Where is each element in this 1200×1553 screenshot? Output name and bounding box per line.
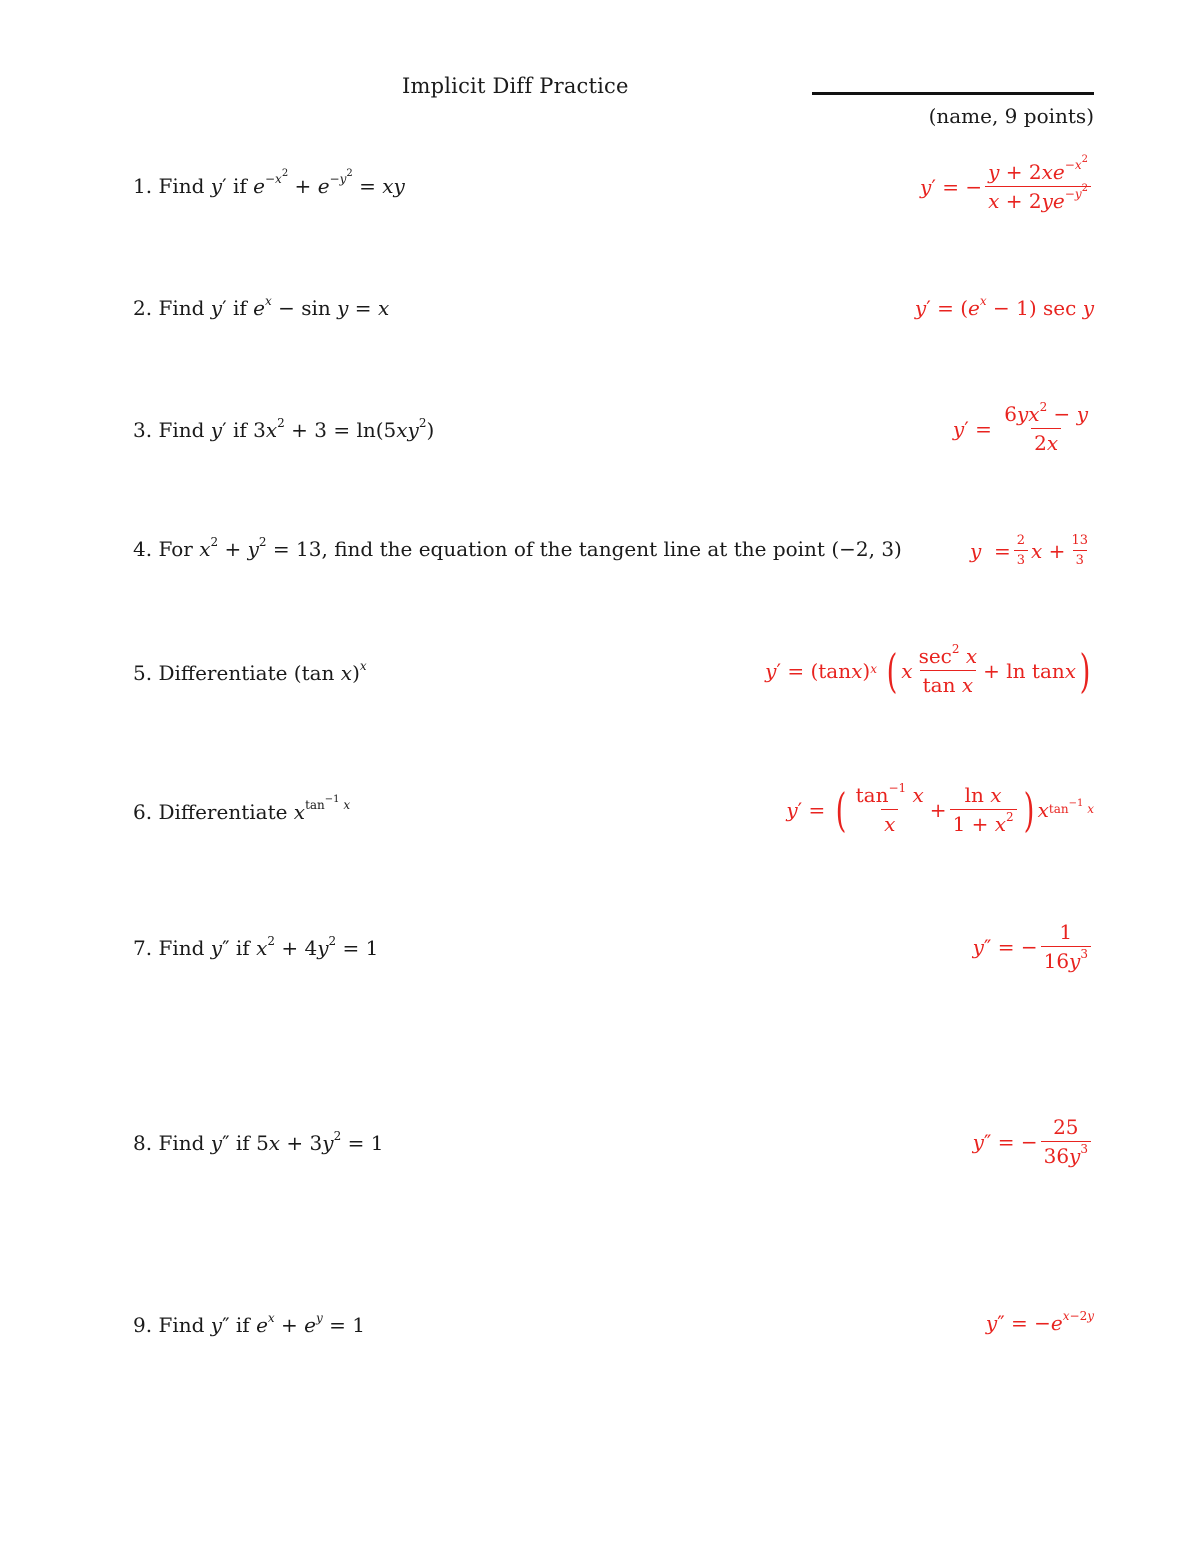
problem-number: 5.	[133, 661, 153, 685]
answer-1: y ′ = − $\frac{y + 2xe^{-x^2}}{x + 2ye^{-y^2}}$	[920, 160, 1094, 213]
problem-number: 6.	[133, 800, 153, 824]
problem-number: 8.	[133, 1131, 153, 1155]
problem-9: 9. Find y″ if $e^x + e^y = 1$	[133, 1311, 365, 1337]
problem-number: 7.	[133, 936, 153, 960]
name-field-line[interactable]	[812, 92, 1094, 95]
page-title: Implicit Diff Practice	[402, 74, 629, 98]
problem-2: 2. Find y′ if $e^x - \sin y = x$	[133, 294, 390, 320]
problem-number: 2.	[133, 296, 153, 320]
answer-6: y ′ = ( $\frac{\tan^{-1} x}{x}$ + $\frac{\text{ln x}}{1 + x^2}$ ) x $^{tan^{-1} x}$	[786, 781, 1094, 837]
answer-7: y ″ = − $\frac{1}{16y^3}$	[973, 920, 1094, 973]
answer-5: y ′ = (tan x ) $^x$ ( x $\frac{\sec^2 x}{\text{tan x}}$ + ln tan x )	[765, 642, 1091, 698]
problem-number: 4.	[133, 537, 153, 561]
answer-8: y ″ = − $\frac{25}{36y^3}$	[973, 1115, 1094, 1168]
problem-5: 5. Differentiate (tan x)$^x$	[133, 659, 367, 685]
problem-number: 3.	[133, 418, 153, 442]
problem-7: 7. Find y″ if $x^2 + 4y^2 = 1$	[133, 934, 379, 960]
answer-9: $y'' = -e^{x-2y}$	[985, 1309, 1094, 1335]
problem-1: 1. Find y′ if $e^{-x^2} + e^{-y^2}$ = xy	[133, 168, 405, 198]
answer-3: y ′ = $\frac{6yx^2 - y}{2x}$	[952, 400, 1088, 455]
answer-4: y = $\frac{2}{3}$ x + $\frac{13}{3}$	[969, 533, 1088, 568]
name-caption: (name, 9 points)	[928, 104, 1094, 128]
problem-number: 9.	[133, 1313, 153, 1337]
problem-number: 1.	[133, 174, 153, 198]
problem-8: 8. Find y″ if $5x + 3y^2 = 1$	[133, 1129, 384, 1155]
answer-2: $y' = (e^x - 1)$ sec y	[914, 294, 1094, 320]
problem-4: 4. For $x^2 + y^2 = 13$, find the equation of the tangent line at the point (−2, 3)	[133, 535, 902, 561]
problem-3: 3. Find y′ if $3x^2 + 3 = \ln(5xy^2)$	[133, 416, 435, 442]
problem-6: 6. Differentiate $x^{tan^{-1} x}$	[133, 794, 351, 824]
